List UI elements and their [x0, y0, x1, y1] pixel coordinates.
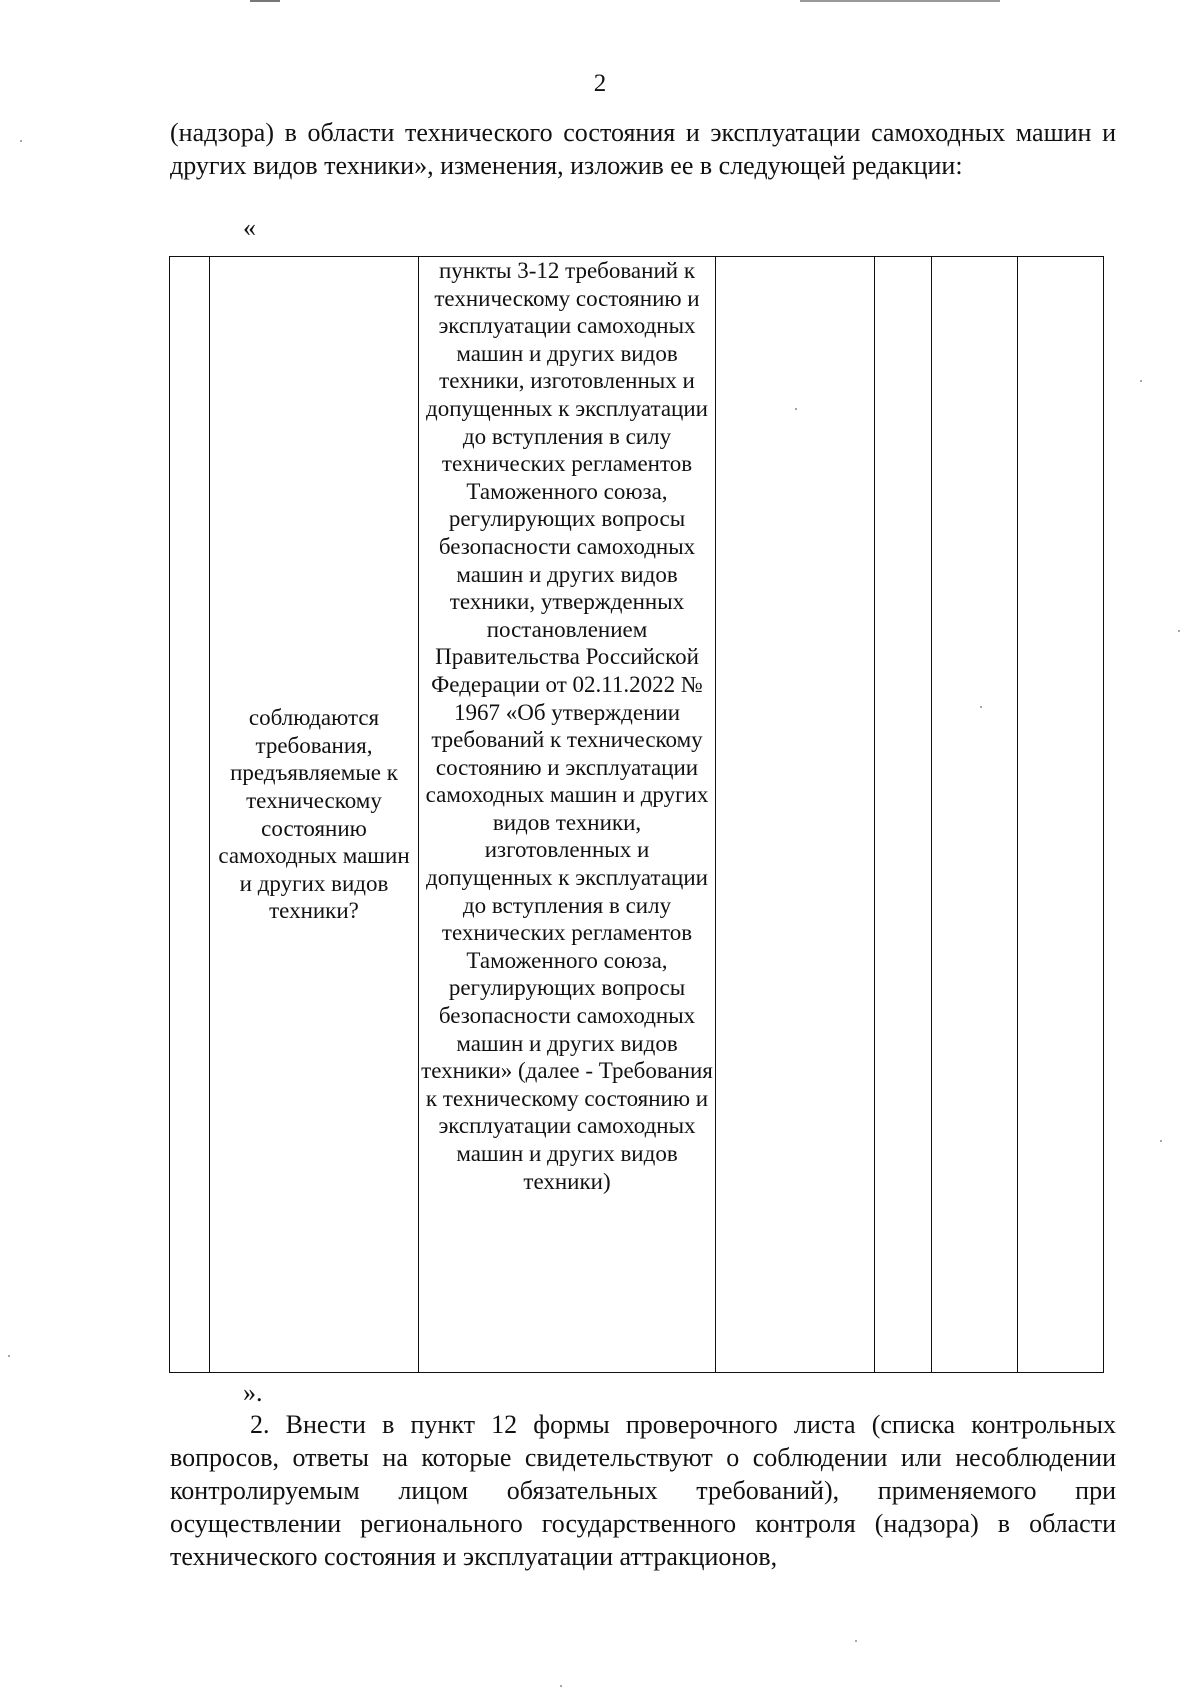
- opening-quote-mark: «: [243, 213, 256, 242]
- scan-speck: [8, 1355, 10, 1357]
- item-2-paragraph: 2. Внести в пункт 12 формы проверочного листа (списка контрольных вопросов, ответы на которые свидетельствуют о соблюдении или несоблюдении контролируемым лицом обязательных требований), применяемого при осуществлении регионального государственного контроля (надзора) в области технического состояния и эксплуатации аттракционов,: [170, 1410, 1116, 1571]
- answer-no-cell: [875, 257, 932, 1373]
- legal-reference-cell: пункты 3-12 требований к техническому состоянию и эксплуатации самоходных машин и других видов техники, изготовленных и допущенных к эксплуатации до вступления в силу технических регламентов Таможенного союза, регулирующих вопросы безопасности самоходных машин и других видов техники, утвержденных постановлением Правительства Российской Федерации от 02.11.2022 № 1967 «Об утверждении требований к техническому состоянию и эксплуатации самоходных машин и других видов техники, изготовленных и допущенных к эксплуатации до вступления в силу технических регламентов Таможенного союза, регулирующих вопросы безопасности самоходных машин и других видов техники» (далее - Требования к техническому состоянию и эксплуатации самоходных машин и других видов техники): [419, 257, 716, 1373]
- question-cell: соблюдаются требования, предъявляемые к техническому состоянию самоходных машин и других видов техники?: [210, 257, 419, 1373]
- scan-speck: [1178, 630, 1180, 632]
- table-row: [170, 257, 1104, 1373]
- scan-speck: [855, 1640, 857, 1642]
- scan-speck: [795, 408, 797, 410]
- closing-quote-mark: ».: [243, 1378, 263, 1407]
- requirements-table: [169, 256, 1104, 1373]
- row-number-cell: [170, 257, 210, 1373]
- note-cell: [1018, 257, 1104, 1373]
- scan-speck: [20, 140, 22, 142]
- scan-speck: [1140, 380, 1142, 382]
- intro-paragraph: (надзора) в области технического состояния и эксплуатации самоходных машин и других видов техники», изменения, изложив ее в следующей редакции:: [170, 118, 1116, 180]
- answer-yes-cell: [716, 257, 875, 1373]
- scan-speck: [980, 706, 982, 708]
- scan-edge-mark-right: [800, 0, 1000, 2]
- answer-not-applicable-cell: [932, 257, 1018, 1373]
- scan-edge-mark-left: [250, 0, 280, 2]
- page-number: 2: [593, 70, 607, 97]
- scan-speck: [560, 1685, 562, 1687]
- scan-speck: [1160, 1140, 1162, 1142]
